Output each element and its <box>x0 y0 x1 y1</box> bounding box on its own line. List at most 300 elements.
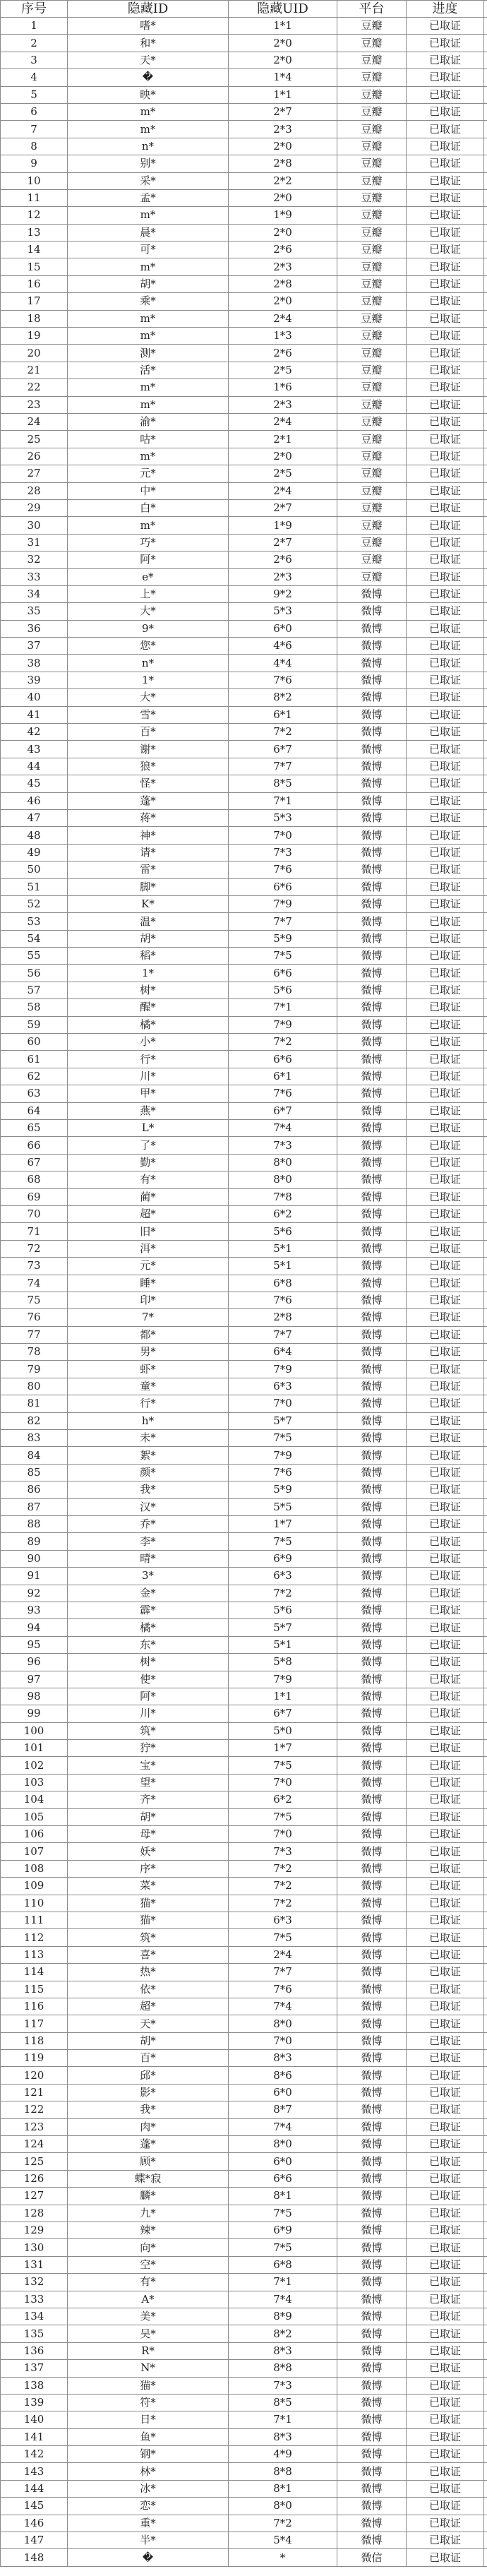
row-hidden-uid: 5*0 <box>229 1723 337 1739</box>
table-row <box>0 1843 487 1860</box>
row-platform: 微博 <box>337 1826 407 1842</box>
row-hidden-uid: 6*9 <box>229 1551 337 1567</box>
row-hidden-uid: 7*1 <box>229 793 337 809</box>
row-hidden-id: 狞* <box>68 1740 229 1756</box>
row-hidden-uid: 7*0 <box>229 1395 337 1412</box>
row-progress: 已取证 <box>407 258 484 275</box>
row-progress: 已取证 <box>407 190 484 206</box>
row-hidden-id: 蓬* <box>68 2136 229 2152</box>
row-index: 40 <box>0 689 68 705</box>
row-hidden-uid: 7*6 <box>229 1085 337 1102</box>
row-platform: 豆瓣 <box>337 52 407 68</box>
row-progress: 已取证 <box>407 500 484 516</box>
row-index: 52 <box>0 896 68 912</box>
table-row <box>0 2119 487 2136</box>
row-index: 48 <box>0 827 68 843</box>
row-progress: 已取证 <box>407 879 484 895</box>
table-row <box>0 827 487 844</box>
row-platform: 微博 <box>337 1361 407 1377</box>
row-hidden-id: 依* <box>68 1981 229 1998</box>
row-progress: 已取证 <box>407 276 484 292</box>
row-hidden-id: 采* <box>68 173 229 189</box>
table-row <box>0 689 487 706</box>
row-platform: 微博 <box>337 1964 407 1980</box>
row-index: 54 <box>0 931 68 947</box>
row-index: 17 <box>0 293 68 309</box>
row-hidden-id: 树* <box>68 1654 229 1670</box>
row-hidden-id: m* <box>68 328 229 344</box>
row-platform: 微博 <box>337 1241 407 1257</box>
table-row <box>0 104 487 121</box>
row-index: 114 <box>0 1964 68 1980</box>
table-row <box>0 1723 487 1740</box>
table-row <box>0 362 487 379</box>
row-hidden-uid: 6*3 <box>229 1912 337 1928</box>
table-row <box>0 1137 487 1154</box>
row-hidden-uid: 6*3 <box>229 1378 337 1395</box>
row-hidden-uid: 8*0 <box>229 2015 337 2032</box>
row-hidden-id: 白* <box>68 500 229 516</box>
header-platform: 平台 <box>337 1 407 17</box>
table-header <box>0 1 487 18</box>
table-row <box>0 2171 487 2188</box>
row-platform: 微博 <box>337 1481 407 1498</box>
row-hidden-uid: 5*6 <box>229 982 337 998</box>
table-row <box>0 379 487 396</box>
row-platform: 微博 <box>337 2429 407 2445</box>
row-platform: 微博 <box>337 2325 407 2342</box>
row-index: 61 <box>0 1051 68 1067</box>
table-row <box>0 1085 487 1102</box>
table-row <box>0 52 487 69</box>
row-hidden-uid: 7*3 <box>229 2378 337 2394</box>
row-hidden-uid: 1*7 <box>229 1740 337 1756</box>
row-progress: 已取证 <box>407 293 484 309</box>
row-progress: 已取证 <box>407 1757 484 1773</box>
row-hidden-id: 辣* <box>68 2222 229 2238</box>
table-row <box>0 586 487 603</box>
row-hidden-id: 活* <box>68 362 229 378</box>
row-index: 130 <box>0 2239 68 2255</box>
row-hidden-id: 望* <box>68 1775 229 1791</box>
row-index: 35 <box>0 603 68 619</box>
row-hidden-id: 菜* <box>68 1878 229 1894</box>
row-platform: 微博 <box>337 2463 407 2479</box>
row-index: 80 <box>0 1378 68 1395</box>
row-hidden-id: 1* <box>68 965 229 981</box>
row-platform: 微博 <box>337 2498 407 2514</box>
row-index: 16 <box>0 276 68 292</box>
row-progress: 已取证 <box>407 328 484 344</box>
row-hidden-id: 映* <box>68 87 229 103</box>
table-row <box>0 1705 487 1722</box>
row-progress: 已取证 <box>407 913 484 929</box>
row-index: 41 <box>0 707 68 723</box>
row-platform: 微博 <box>337 1602 407 1618</box>
row-index: 95 <box>0 1637 68 1653</box>
row-index: 147 <box>0 2532 68 2548</box>
row-platform: 豆瓣 <box>337 190 407 206</box>
row-progress: 已取证 <box>407 1688 484 1705</box>
row-hidden-uid: 7*2 <box>229 1861 337 1877</box>
row-index: 117 <box>0 2015 68 2032</box>
row-hidden-id: 川* <box>68 1068 229 1085</box>
table-row <box>0 1206 487 1223</box>
row-hidden-uid: 8*3 <box>229 2429 337 2445</box>
table-row <box>0 190 487 207</box>
row-index: 42 <box>0 724 68 740</box>
row-progress: 已取证 <box>407 845 484 861</box>
row-platform: 微博 <box>337 1292 407 1308</box>
row-hidden-uid: 7*0 <box>229 827 337 843</box>
row-platform: 微博 <box>337 1103 407 1119</box>
row-hidden-id: L* <box>68 1120 229 1136</box>
row-platform: 微博 <box>337 1878 407 1894</box>
table-row <box>0 173 487 190</box>
row-platform: 豆瓣 <box>337 173 407 189</box>
table-row <box>0 431 487 448</box>
row-hidden-id: 霹* <box>68 1602 229 1618</box>
row-platform: 豆瓣 <box>337 121 407 137</box>
row-hidden-uid: 6*7 <box>229 741 337 757</box>
row-hidden-id: 空* <box>68 2257 229 2273</box>
table-row <box>0 2532 487 2549</box>
row-hidden-id: 鱼* <box>68 2429 229 2445</box>
row-index: 70 <box>0 1206 68 1222</box>
table-row <box>0 1912 487 1929</box>
row-platform: 微博 <box>337 1189 407 1205</box>
row-progress: 已取证 <box>407 827 484 843</box>
row-progress: 已取证 <box>407 52 484 68</box>
row-index: 121 <box>0 2085 68 2101</box>
table-row <box>0 1395 487 1412</box>
row-hidden-uid: 7*2 <box>229 1878 337 1894</box>
row-platform: 微博 <box>337 1051 407 1067</box>
row-progress: 已取证 <box>407 1051 484 1067</box>
row-hidden-uid: 6*6 <box>229 2171 337 2187</box>
table-row <box>0 2067 487 2084</box>
table-row <box>0 2308 487 2325</box>
row-platform: 微博 <box>337 948 407 964</box>
table-row <box>0 1034 487 1051</box>
row-platform: 微博 <box>337 1619 407 1635</box>
row-progress: 已取证 <box>407 758 484 775</box>
row-index: 112 <box>0 1929 68 1945</box>
row-progress: 已取证 <box>407 1344 484 1360</box>
row-hidden-uid: 5*6 <box>229 1223 337 1239</box>
row-progress: 已取证 <box>407 2257 484 2273</box>
row-hidden-uid: 7*2 <box>229 1895 337 1912</box>
table-row <box>0 2205 487 2222</box>
row-progress: 已取证 <box>407 1034 484 1050</box>
row-platform: 微博 <box>337 2222 407 2238</box>
row-hidden-id: 上* <box>68 586 229 602</box>
row-hidden-id: 冰* <box>68 2481 229 2497</box>
row-platform: 微博 <box>337 1344 407 1360</box>
row-progress: 已取证 <box>407 931 484 947</box>
row-hidden-id: 晴* <box>68 1551 229 1567</box>
table-row <box>0 87 487 104</box>
table-row <box>0 1327 487 1344</box>
row-progress: 已取证 <box>407 603 484 619</box>
row-progress: 已取证 <box>407 465 484 482</box>
row-index: 53 <box>0 913 68 929</box>
row-platform: 微博 <box>337 2119 407 2135</box>
row-index: 31 <box>0 535 68 551</box>
row-progress: 已取证 <box>407 2549 484 2565</box>
row-platform: 豆瓣 <box>337 104 407 120</box>
row-hidden-uid: 2*4 <box>229 483 337 499</box>
row-progress: 已取证 <box>407 155 484 172</box>
row-index: 144 <box>0 2481 68 2497</box>
row-platform: 微博 <box>337 1998 407 2015</box>
row-hidden-uid: 1*6 <box>229 379 337 395</box>
table-row <box>0 2325 487 2342</box>
row-hidden-uid: 1*9 <box>229 207 337 223</box>
table-row <box>0 724 487 741</box>
row-hidden-id: 您* <box>68 638 229 654</box>
row-index: 135 <box>0 2325 68 2342</box>
row-progress: 已取证 <box>407 1430 484 1446</box>
row-hidden-id: 雷* <box>68 861 229 878</box>
row-hidden-uid: 6*2 <box>229 1206 337 1222</box>
row-hidden-uid: 7*6 <box>229 1292 337 1308</box>
row-platform: 微博 <box>337 2395 407 2411</box>
row-hidden-uid: 7*4 <box>229 2119 337 2135</box>
row-index: 83 <box>0 1430 68 1446</box>
row-platform: 豆瓣 <box>337 414 407 430</box>
table-row <box>0 1378 487 1395</box>
row-hidden-id: 元* <box>68 465 229 482</box>
row-hidden-uid: 6*1 <box>229 707 337 723</box>
row-progress: 已取证 <box>407 2395 484 2411</box>
row-platform: 微博 <box>337 896 407 912</box>
row-hidden-id: 日* <box>68 2411 229 2428</box>
row-platform: 豆瓣 <box>337 551 407 568</box>
row-hidden-id: 乔* <box>68 1516 229 1532</box>
row-hidden-uid: 6*0 <box>229 621 337 637</box>
row-progress: 已取证 <box>407 1447 484 1463</box>
table-row <box>0 225 487 242</box>
row-hidden-id: 测* <box>68 345 229 361</box>
row-hidden-uid: 8*0 <box>229 2498 337 2514</box>
row-hidden-uid: 7*5 <box>229 1757 337 1773</box>
row-platform: 微博 <box>337 1516 407 1532</box>
row-index: 115 <box>0 1981 68 1998</box>
row-platform: 豆瓣 <box>337 69 407 85</box>
table-row <box>0 1413 487 1430</box>
row-hidden-uid: 7*2 <box>229 724 337 740</box>
table-row <box>0 2429 487 2446</box>
row-hidden-id: 别* <box>68 155 229 172</box>
table-row <box>0 1344 487 1361</box>
row-progress: 已取证 <box>407 586 484 602</box>
row-hidden-id: 蔺* <box>68 1189 229 1205</box>
table-row <box>0 2498 487 2515</box>
row-hidden-id: 勤* <box>68 1155 229 1171</box>
row-hidden-id: N* <box>68 2360 229 2376</box>
row-hidden-id: 百* <box>68 724 229 740</box>
row-index: 110 <box>0 1895 68 1912</box>
row-index: 46 <box>0 793 68 809</box>
row-hidden-uid: 2*3 <box>229 121 337 137</box>
row-hidden-id: 未* <box>68 1430 229 1446</box>
row-hidden-uid: 8*2 <box>229 689 337 705</box>
row-hidden-uid: 7*5 <box>229 1533 337 1549</box>
row-hidden-id: 胡* <box>68 276 229 292</box>
row-hidden-uid: 2*7 <box>229 104 337 120</box>
row-progress: 已取证 <box>407 2015 484 2032</box>
row-hidden-id: m* <box>68 207 229 223</box>
row-index: 119 <box>0 2050 68 2066</box>
row-hidden-id: 影* <box>68 2085 229 2101</box>
table-row <box>0 2343 487 2360</box>
row-progress: 已取证 <box>407 448 484 465</box>
table-row <box>0 845 487 861</box>
row-progress: 已取证 <box>407 2101 484 2118</box>
row-hidden-id: 甲* <box>68 1085 229 1102</box>
row-hidden-id: n* <box>68 655 229 671</box>
row-hidden-id: 东* <box>68 1637 229 1653</box>
row-hidden-id: 有* <box>68 2274 229 2290</box>
table-row <box>0 1465 487 1481</box>
row-hidden-id: 咕* <box>68 431 229 447</box>
row-progress: 已取证 <box>407 1189 484 1205</box>
row-index: 64 <box>0 1103 68 1119</box>
row-index: 143 <box>0 2463 68 2479</box>
row-progress: 已取证 <box>407 638 484 654</box>
row-hidden-uid: 5*9 <box>229 1481 337 1498</box>
row-hidden-uid: 4*4 <box>229 655 337 671</box>
row-index: 67 <box>0 1155 68 1171</box>
row-platform: 微博 <box>337 1068 407 1085</box>
row-hidden-uid: 1*1 <box>229 1688 337 1705</box>
table-row <box>0 397 487 414</box>
table-row <box>0 414 487 431</box>
row-hidden-uid: 8*7 <box>229 2101 337 2118</box>
row-progress: 已取证 <box>407 483 484 499</box>
row-progress: 已取证 <box>407 1516 484 1532</box>
row-progress: 已取证 <box>407 569 484 585</box>
row-index: 26 <box>0 448 68 465</box>
row-platform: 微博 <box>337 1654 407 1670</box>
row-platform: 微博 <box>337 707 407 723</box>
row-index: 128 <box>0 2205 68 2222</box>
row-platform: 微博 <box>337 1171 407 1188</box>
table-row <box>0 2239 487 2256</box>
table-row <box>0 35 487 52</box>
row-progress: 已取证 <box>407 207 484 223</box>
table-row <box>0 1740 487 1757</box>
table-row <box>0 603 487 620</box>
row-hidden-id: 渝* <box>68 414 229 430</box>
table-row <box>0 1103 487 1120</box>
table-row <box>0 2101 487 2118</box>
row-hidden-id: m* <box>68 397 229 413</box>
row-hidden-id: 睡* <box>68 1275 229 1292</box>
table-row <box>0 999 487 1016</box>
row-progress: 已取证 <box>407 345 484 361</box>
table-row <box>0 1361 487 1378</box>
row-progress: 已取证 <box>407 1947 484 1963</box>
row-platform: 微博 <box>337 1585 407 1602</box>
row-hidden-uid: 7*9 <box>229 1671 337 1688</box>
row-index: 44 <box>0 758 68 775</box>
row-hidden-id: 猫* <box>68 1912 229 1928</box>
row-index: 86 <box>0 1481 68 1498</box>
row-hidden-uid: 7*5 <box>229 1929 337 1945</box>
row-platform: 豆瓣 <box>337 345 407 361</box>
row-hidden-uid: 5*1 <box>229 1258 337 1274</box>
row-hidden-id: m* <box>68 311 229 327</box>
row-index: 74 <box>0 1275 68 1292</box>
row-index: 82 <box>0 1413 68 1429</box>
table-row <box>0 2015 487 2032</box>
table-row <box>0 879 487 896</box>
row-index: 33 <box>0 569 68 585</box>
row-platform: 豆瓣 <box>337 311 407 327</box>
row-hidden-uid: 6*2 <box>229 1791 337 1808</box>
row-index: 39 <box>0 672 68 688</box>
row-hidden-uid: 2*0 <box>229 52 337 68</box>
row-hidden-id: 晨* <box>68 225 229 241</box>
row-progress: 已取证 <box>407 672 484 688</box>
row-progress: 已取证 <box>407 793 484 809</box>
row-hidden-id: 行* <box>68 1051 229 1067</box>
row-hidden-uid: 7*5 <box>229 948 337 964</box>
row-platform: 微博 <box>337 1740 407 1756</box>
table-row <box>0 1533 487 1550</box>
table-row <box>0 551 487 568</box>
table-row <box>0 1292 487 1309</box>
row-index: 4 <box>0 69 68 85</box>
row-platform: 豆瓣 <box>337 293 407 309</box>
row-progress: 已取证 <box>407 397 484 413</box>
row-progress: 已取证 <box>407 1068 484 1085</box>
row-hidden-uid: 7*7 <box>229 758 337 775</box>
row-progress: 已取证 <box>407 414 484 430</box>
table-row <box>0 2050 487 2067</box>
row-progress: 已取证 <box>407 242 484 258</box>
row-hidden-id: 1* <box>68 672 229 688</box>
table-row <box>0 293 487 310</box>
row-hidden-id: 筑* <box>68 1929 229 1945</box>
row-progress: 已取证 <box>407 1929 484 1945</box>
row-progress: 已取证 <box>407 1878 484 1894</box>
row-platform: 微博 <box>337 1137 407 1153</box>
row-progress: 已取证 <box>407 1120 484 1136</box>
row-progress: 已取证 <box>407 1843 484 1859</box>
table-row <box>0 1481 487 1498</box>
row-hidden-id: 中* <box>68 483 229 499</box>
table-row <box>0 2291 487 2308</box>
table-row <box>0 1499 487 1516</box>
row-hidden-id: 宝* <box>68 1757 229 1773</box>
row-index: 38 <box>0 655 68 671</box>
row-progress: 已取证 <box>407 1740 484 1756</box>
row-index: 1 <box>0 18 68 34</box>
row-index: 50 <box>0 861 68 878</box>
row-hidden-uid: 2*4 <box>229 414 337 430</box>
row-hidden-id: 可* <box>68 242 229 258</box>
row-platform: 微博 <box>337 1533 407 1549</box>
row-index: 28 <box>0 483 68 499</box>
table-row <box>0 2033 487 2050</box>
row-index: 3 <box>0 52 68 68</box>
row-platform: 豆瓣 <box>337 397 407 413</box>
row-progress: 已取证 <box>407 2411 484 2428</box>
row-progress: 已取证 <box>407 311 484 327</box>
